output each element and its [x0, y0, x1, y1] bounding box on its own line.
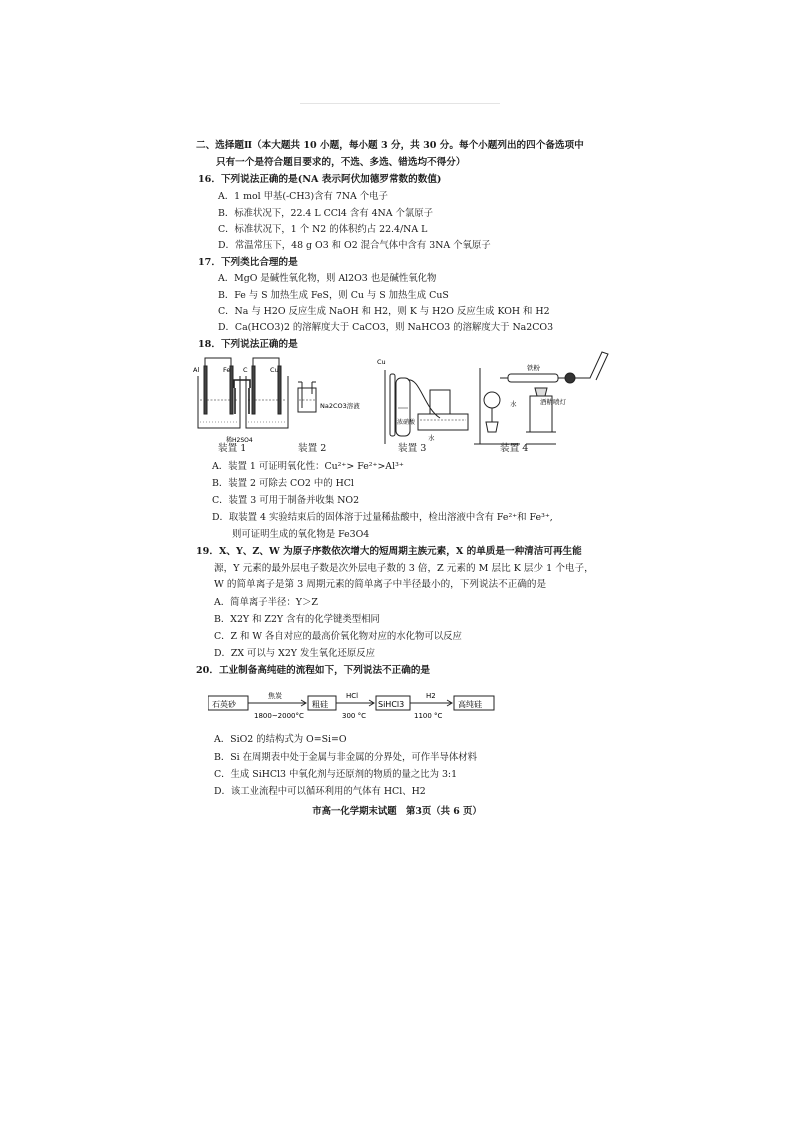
- question-19-stem-line2: 源，Y 元素的最外层电子数是次外层电子数的 3 倍，Z 元素的 M 层比 K 层少 1 个电子，: [214, 563, 594, 574]
- question-16-option-c: C．标准状况下，1 个 N2 的体积约占 22.4/NA L: [218, 224, 428, 235]
- flow-box-sihcl3: SiHCl3: [378, 700, 405, 709]
- apparatus-2: [298, 382, 316, 412]
- flow-reagent-coke: 焦炭: [268, 692, 282, 700]
- section-header-line2: 只有一个是符合题目要求的，不选、多选、错选均不得分）: [216, 157, 466, 168]
- question-18-stem: 18．下列说法正确的是: [198, 339, 298, 350]
- label-na2co3-solution: Na2CO3溶液: [320, 402, 360, 410]
- question-19-option-a: A．简单离子半径：Y＞Z: [214, 597, 318, 608]
- flow-box-pure-silicon: 高纯硅: [458, 700, 482, 709]
- question-18-option-c: C．装置 3 可用于制备并收集 NO2: [212, 495, 360, 506]
- flow-reagent-hcl: HCl: [346, 692, 359, 700]
- apparatus-figure: [190, 348, 620, 456]
- question-17-option-b: B．Fe 与 S 加热生成 FeS，则 Cu 与 S 加热生成 CuS: [218, 290, 449, 301]
- question-19-option-c: C．Z 和 W 各自对应的最高价氧化物对应的水化物可以反应: [214, 631, 462, 642]
- section-header-line1: 二、选择题Ⅱ（本大题共 10 小题，每小题 3 分，共 30 分。每个小题列出的四个备选项中: [196, 140, 584, 151]
- question-18-option-d-line2: 则可证明生成的氧化物是 Fe3O4: [232, 529, 370, 540]
- flow-condition-1: 1800~2000°C: [254, 712, 304, 720]
- question-17-option-c: C．Na 与 H2O 反应生成 NaOH 和 H2，则 K 与 H2O 反应生成 KOH 和 H2: [218, 306, 550, 317]
- label-cu-3: Cu: [377, 358, 386, 366]
- label-al: Al: [193, 366, 200, 374]
- label-alcohol-lamp: 酒精喷灯: [540, 398, 566, 406]
- question-17-option-d: D．Ca(HCO3)2 的溶解度大于 CaCO3，则 NaHCO3 的溶解度大于 Na2CO3: [218, 322, 554, 333]
- question-19-stem-line3: W 的简单离子是第 3 周期元素的简单离子中半径最小的，下列说法不正确的是: [214, 579, 547, 590]
- question-16-option-d: D．常温常压下，48 g O3 和 O2 混合气体中含有 3NA 个氧原子: [218, 240, 491, 251]
- question-19-option-b: B．X2Y 和 Z2Y 含有的化学键类型相同: [214, 614, 380, 625]
- flow-condition-3: 1100 °C: [414, 712, 443, 720]
- question-16-stem: 16．下列说法正确的是(NA 表示阿伏加德罗常数的数值): [198, 174, 442, 185]
- question-19-stem-line1: 19．X、Y、Z、W 为原子序数依次增大的短周期主族元素，X 的单质是一种清洁可再生能: [196, 546, 582, 557]
- label-dilute-h2so4: 稀H2SO4: [226, 437, 253, 444]
- label-c: C: [243, 366, 248, 374]
- question-20-option-b: B．Si 在周期表中处于金属与非金属的分界处，可作半导体材料: [214, 752, 478, 763]
- scan-artifact-line: [300, 103, 500, 104]
- caption-apparatus-1: 装置 1: [218, 443, 247, 454]
- question-20-option-c: C．生成 SiHCl3 中氧化剂与还原剂的物质的量之比为 3:1: [214, 769, 458, 780]
- flow-box-quartz-sand: 石英砂: [212, 700, 236, 709]
- page-footer: 市高一化学期末试题 第3页（共 6 页）: [312, 806, 482, 817]
- question-17-option-a: A．MgO 是碱性氧化物，则 Al2O3 也是碱性氧化物: [218, 273, 437, 284]
- label-water-3: 水: [428, 434, 435, 442]
- question-20-stem: 20．工业制备高纯硅的流程如下，下列说法不正确的是: [196, 665, 431, 676]
- label-iron-powder: 铁粉: [527, 364, 540, 372]
- silicon-process-flowchart: [208, 688, 498, 720]
- label-fe: Fe: [223, 366, 231, 374]
- question-18-option-d-line1: D．取装置 4 实验结束后的固体溶于过量稀盐酸中，检出溶液中含有 Fe²⁺和 Fe³⁺,: [212, 512, 553, 523]
- question-20-option-d: D．该工业流程中可以循环利用的气体有 HCl、H2: [214, 786, 426, 797]
- caption-apparatus-2: 装置 2: [298, 443, 327, 454]
- flow-condition-2: 300 °C: [342, 712, 366, 720]
- question-18-option-b: B．装置 2 可除去 CO2 中的 HCl: [212, 478, 354, 489]
- flow-box-crude-silicon: 粗硅: [312, 700, 328, 709]
- question-19-option-d: D．ZX 可以与 X2Y 发生氧化还原反应: [214, 648, 375, 659]
- question-20-option-a: A．SiO2 的结构式为 O=Si=O: [214, 734, 347, 745]
- label-conc-hno3: 浓硝酸: [397, 419, 416, 426]
- label-water-4: 水: [510, 400, 517, 408]
- caption-apparatus-3: 装置 3: [398, 443, 427, 454]
- question-16-option-b: B．标准状况下，22.4 L CCl4 含有 4NA 个氯原子: [218, 208, 434, 219]
- caption-apparatus-4: 装置 4: [500, 443, 529, 454]
- apparatus-3: [385, 370, 468, 444]
- question-18-option-a: A．装置 1 可证明氧化性：Cu²⁺> Fe²⁺>Al³⁺: [212, 461, 404, 472]
- question-17-stem: 17．下列类比合理的是: [198, 257, 298, 268]
- label-cu: Cu: [270, 366, 279, 374]
- flow-reagent-h2: H2: [426, 692, 436, 700]
- question-16-option-a: A．1 mol 甲基(-CH3)含有 7NA 个电子: [218, 191, 388, 202]
